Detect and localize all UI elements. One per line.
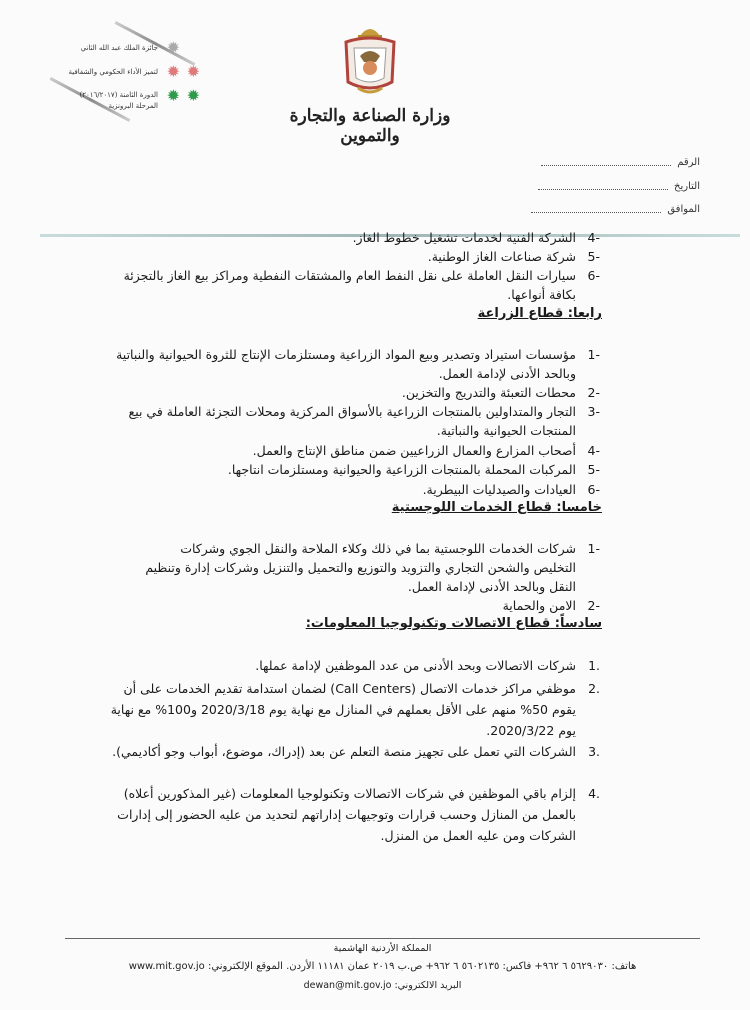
list-item	[105, 596, 600, 615]
item-number: 5-	[587, 249, 600, 264]
footer-email: البريد الالكتروني: dewan@mit.gov.jo	[303, 980, 462, 991]
heading-title: قطاع الخدمات اللوجستية	[391, 500, 552, 515]
star-icon: ✹	[166, 86, 180, 105]
section-heading-agriculture	[478, 306, 602, 321]
heading-prefix: رابعا:	[567, 306, 602, 321]
field-corresponding-date	[500, 204, 700, 215]
item-text: العيادات والصيدليات البيطرية.	[422, 482, 576, 497]
item-number: 1-	[587, 541, 600, 556]
ministry-name: وزارة الصناعة والتجارة والتموين	[289, 106, 451, 146]
award-band	[50, 77, 131, 122]
list-item	[105, 345, 600, 383]
item-text: الشركة الفنية لخدمات تشغيل خطوط الغاز.	[352, 230, 576, 245]
list-item	[105, 678, 600, 741]
list-item	[95, 402, 600, 440]
item-number: 3-	[587, 404, 600, 419]
award-text: الدورة الثامنة (٢٠١٦/٢٠١٧)	[79, 91, 158, 99]
award-text: لتميز الأداء الحكومي والشفافية	[68, 68, 158, 76]
item-number: 2-	[587, 385, 600, 400]
section-heading-logistics	[392, 500, 602, 515]
item-text: موظفي مراكز خدمات الاتصال (Call Centers) لضمان استدامة تقديم الخدمات على أن يقوم 50% منهم على الأقل بعملهم في المنازل مع نهاية يوم 2020/3/18 و100% مع نهاية يوم 2020/3/22.	[110, 681, 576, 738]
item-number: 4.	[588, 786, 600, 801]
item-number: 2.	[588, 681, 600, 696]
item-number: 1-	[587, 347, 600, 362]
item-text: التجار والمتداولين بالمنتجات الزراعية بالأسواق المركزية ومحلات التجزئة العاملة في بيع المنتجات الحيوانية والنباتية.	[128, 404, 576, 438]
field-dots	[531, 204, 661, 213]
coat-of-arms-emblem	[340, 22, 400, 100]
item-text: الشركات التي تعمل على تجهيز منصة التعلم عن بعد (إدراك، موضوع، أبواب وجو أكاديمي).	[112, 744, 576, 759]
field-label: الموافق	[667, 204, 700, 215]
field-label: الرقم	[677, 157, 700, 168]
heading-prefix: خامسا:	[556, 500, 602, 515]
footer-divider	[65, 938, 700, 939]
item-text: أصحاب المزارع والعمال الزراعيين ضمن مناطق الإنتاج والعمل.	[252, 443, 576, 458]
list-item	[105, 266, 600, 304]
list-item	[105, 656, 600, 675]
star-icon: ✹	[186, 86, 200, 105]
star-icon: ✹	[166, 38, 180, 57]
list-item	[105, 783, 600, 846]
item-number: 3.	[588, 744, 600, 759]
item-text: شركات الاتصالات وبحد الأدنى من عدد الموظفين لإدامة عملها.	[255, 658, 576, 673]
field-label: التاريخ	[674, 181, 700, 192]
item-number: 5-	[587, 462, 600, 477]
heading-title: قطاع الزراعة	[477, 306, 564, 321]
list-item	[105, 383, 600, 402]
field-date	[500, 181, 700, 192]
list-item	[105, 460, 600, 479]
star-icon: ✹	[166, 62, 180, 81]
field-dots	[541, 157, 671, 166]
item-number: 4-	[587, 230, 600, 245]
list-item	[135, 539, 600, 596]
list-item	[105, 441, 600, 460]
field-dots	[538, 181, 668, 190]
list-item	[105, 228, 600, 247]
item-text: مؤسسات استيراد وتصدير وبيع المواد الزراعية ومستلزمات الإنتاج للثروة الحيوانية والنباتية وبالحد الأدنى لإدامة العمل.	[116, 347, 576, 381]
item-number: 2-	[587, 598, 600, 613]
item-text: إلزام باقي الموظفين في شركات الاتصالات وتكنولوجيا المعلومات (غير المذكورين أعلاه) بالعمل من المنازل وحسب قرارات وتوجيهات إداراتهم لتحديد من عليه الحضور إلى إدارات الشركات ومن عليه العمل من المنزل.	[117, 786, 576, 843]
list-item	[105, 480, 600, 499]
list-item	[105, 741, 600, 762]
heading-title: قطاع الاتصالات وتكنولوجيا المعلومات:	[305, 616, 551, 631]
item-text: شركة صناعات الغاز الوطنية.	[427, 249, 576, 264]
item-text: الامن والحماية	[502, 598, 576, 613]
award-logo	[50, 28, 210, 123]
item-number: 1.	[588, 658, 600, 673]
item-text: محطات التعبئة والتدريج والتخزين.	[401, 385, 576, 400]
award-text: المرحلة البرونزية	[108, 102, 158, 110]
item-number: 6-	[587, 482, 600, 497]
heading-prefix: سادساً:	[554, 616, 602, 631]
list-item	[105, 247, 600, 266]
footer-contact: هاتف: ٥٦٢٩٠٣٠ ٦ ٩٦٢+ فاكس: ٥٦٠٢١٣٥ ٦ ٩٦٢+ ص.ب ٢٠١٩ عمان ١١١٨١ الأردن. الموقع الإلكتروني: www.mit.gov.jo	[128, 961, 637, 972]
award-text: جائزة الملك عبد الله الثاني	[80, 44, 158, 52]
item-number: 4-	[587, 443, 600, 458]
item-text: سيارات النقل العاملة على نقل النفط العام والمشتقات النفطية ومراكز بيع الغاز بالتجزئة بكافة أنواعها.	[123, 268, 576, 302]
field-reference-number	[500, 157, 700, 168]
item-number: 6-	[587, 268, 600, 283]
item-text: شركات الخدمات اللوجستية بما في ذلك وكلاء الملاحة والنقل الجوي وشركات التخليص والشحن التجاري والتزويد والتوزيع والتحميل والتنزيل وشركات إدارة وتنظيم النقل وبالحد الأدنى لإدامة العمل.	[145, 541, 576, 594]
footer-country: المملكة الأردنية الهاشمية	[333, 943, 432, 954]
item-text: المركبات المحملة بالمنتجات الزراعية والحيوانية ومستلزمات انتاجها.	[227, 462, 576, 477]
star-icon: ✹	[186, 62, 200, 81]
section-heading-ict	[306, 616, 602, 631]
